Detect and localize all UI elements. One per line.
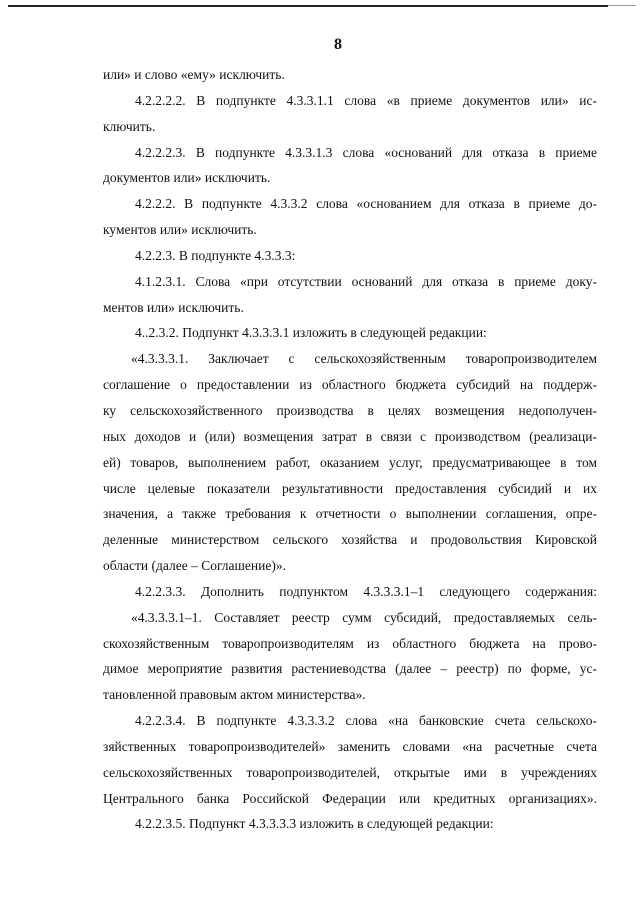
text-line: 4..2.3.2. Подпункт 4.3.3.3.1 изложить в следующей редакции: (135, 325, 487, 341)
top-border-line (8, 5, 608, 7)
text-line: «4.3.3.3.1–1. Составляет реестр сумм субсидий, предоставляемых сель- (131, 609, 597, 625)
text-line: документов или» исключить. (103, 170, 271, 186)
text-line: деленные министерством сельского хозяйства и продовольствия Кировской (103, 532, 597, 548)
text-line: ку сельскохозяйственного производства в целях возмещения недополучен- (103, 402, 597, 418)
text-line: скохозяйственным товаропроизводителям из областного бюджета на прово- (103, 635, 597, 651)
text-line: 4.1.2.3.1. Слова «при отсутствии оснований для отказа в приеме доку- (135, 273, 597, 289)
text-line: 4.2.2.2.3. В подпункте 4.3.3.1.3 слова «оснований для отказа в приеме (135, 144, 597, 160)
text-line: 4.2.2.3.3. Дополнить подпунктом 4.3.3.3.1–1 следующего содержания: (135, 583, 597, 599)
text-line: димое мероприятие развития растениеводства (далее – реестр) по форме, ус- (103, 661, 597, 677)
text-line: соглашение о предоставлении из областного бюджета субсидий на поддерж- (103, 377, 597, 393)
text-line: «4.3.3.3.1. Заключает с сельскохозяйственным товаропроизводителем (131, 351, 597, 367)
text-line: тановленной правовым актом министерства». (103, 687, 366, 703)
text-line: ей) товаров, выполнением работ, оказанием услуг, предусматривающее в том (103, 454, 597, 470)
text-line: сельскохозяйственных товаропроизводителей, открытые ими в учреждениях (103, 764, 597, 780)
document-body (103, 62, 597, 837)
text-line: ментов или» исключить. (103, 299, 244, 315)
text-line: 4.2.2.3. В подпункте 4.3.3.3: (135, 247, 296, 263)
text-line: области (далее – Соглашение)». (103, 558, 286, 574)
text-line: ных доходов и (или) возмещения затрат в связи с производством (реализаци- (103, 428, 597, 444)
text-line: 4.2.2.2.2. В подпункте 4.3.3.1.1 слова «в приеме документов или» ис- (135, 92, 597, 108)
text-line: значения, а также требования к отчетности о выполнении соглашения, опре- (103, 506, 597, 522)
text-line: 4.2.2.2. В подпункте 4.3.3.2 слова «основанием для отказа в приеме до- (135, 196, 597, 212)
text-line: 4.2.2.3.4. В подпункте 4.3.3.3.2 слова «на банковские счета сельскохо- (135, 713, 597, 729)
text-line: числе целевые показатели результативности предоставления субсидий и их (103, 480, 597, 496)
text-line: 4.2.2.3.5. Подпункт 4.3.3.3.3 изложить в следующей редакции: (135, 816, 494, 832)
top-border-line-faint (608, 5, 636, 6)
text-line: или» и слово «ему» исключить. (103, 67, 285, 82)
text-line: ключить. (103, 118, 156, 134)
text-line: Центрального банка Российской Федерации или кредитных организациях». (103, 790, 597, 806)
page-number: 8 (334, 36, 342, 53)
text-line: зяйственных товаропроизводителей» заменить словами «на расчетные счета (103, 738, 597, 754)
text-line: кументов или» исключить. (103, 222, 257, 238)
